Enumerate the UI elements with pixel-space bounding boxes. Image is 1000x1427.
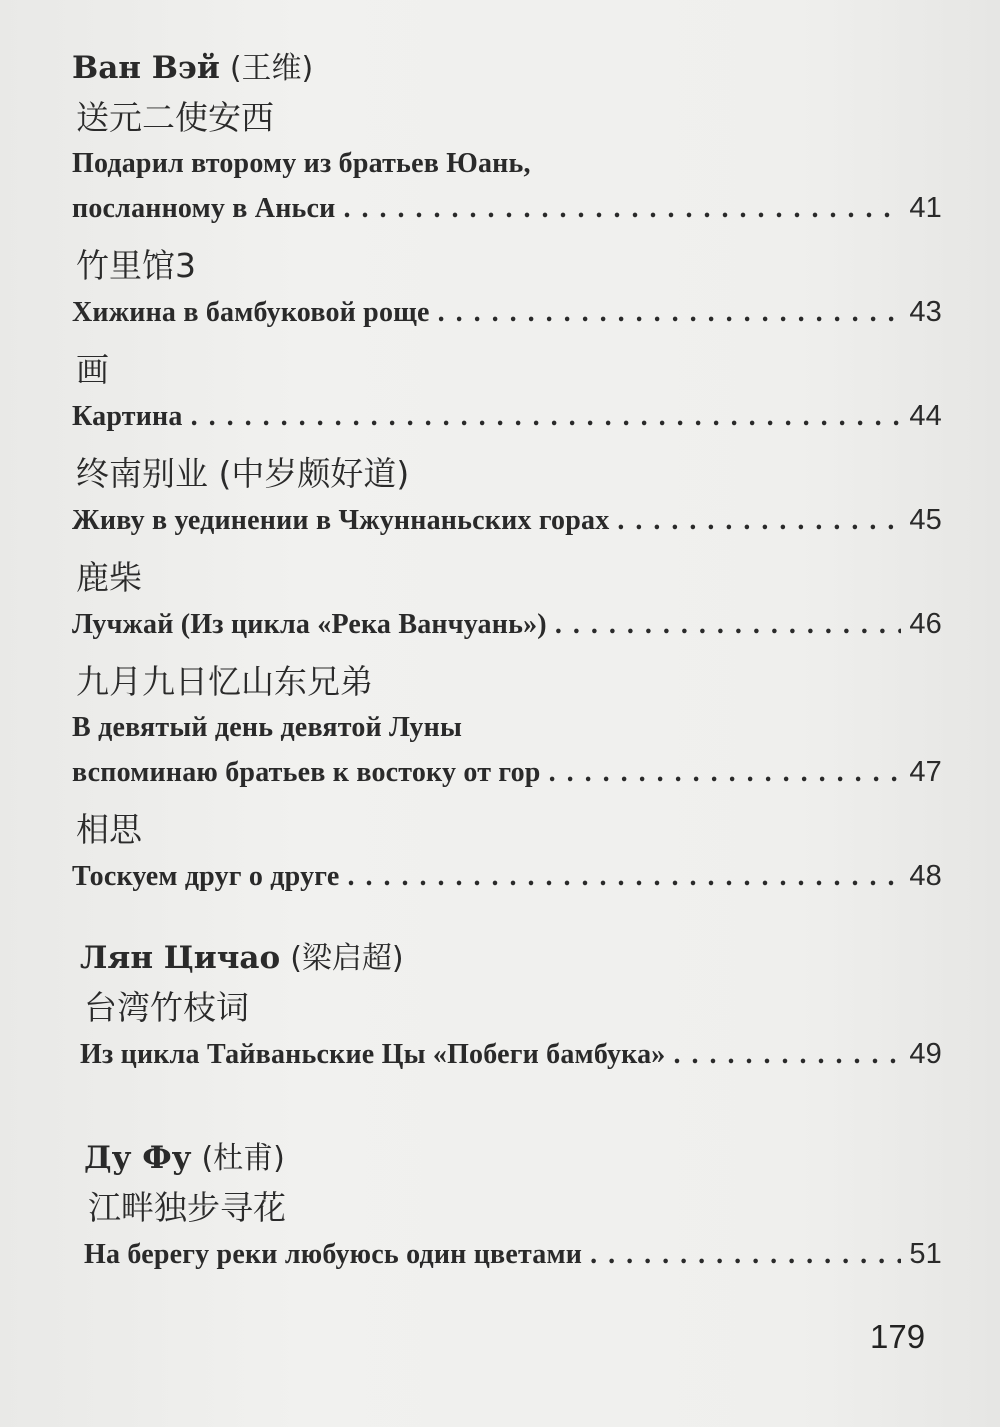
toc-entry — [84, 1184, 942, 1276]
dot-leader — [549, 751, 902, 795]
russian-title-line: Лучжай (Из цикла «Река Ванчуань») — [72, 609, 547, 640]
toc-line — [72, 394, 942, 438]
chinese-title: 竹里馆3 — [76, 246, 196, 285]
author-name-chinese: (杜甫) — [201, 1141, 285, 1176]
russian-title-line: В девятый день девятой Луны — [72, 712, 463, 743]
toc-line — [72, 498, 942, 542]
toc-line — [72, 854, 942, 898]
dot-leader — [438, 291, 902, 335]
dot-leader — [191, 395, 902, 439]
toc-entry — [72, 242, 942, 334]
author-section-du-fu — [84, 1132, 942, 1276]
author-section-liang-qichao — [80, 932, 942, 1076]
chinese-title: 相思 — [76, 810, 142, 849]
russian-title-line: вспоминаю братьев к востоку от гор — [72, 757, 541, 788]
toc-entry — [72, 450, 942, 542]
toc-line — [84, 1232, 942, 1276]
page-ref: 44 — [909, 400, 942, 432]
page-ref: 46 — [909, 608, 942, 640]
toc-entry — [72, 806, 942, 898]
page-ref: 51 — [909, 1238, 942, 1270]
dot-leader — [347, 855, 901, 899]
page-number: 179 — [870, 1318, 926, 1355]
page-ref: 48 — [909, 860, 942, 892]
russian-title-line: Тоскуем друг о друге — [72, 861, 340, 892]
toc-entry — [72, 554, 942, 646]
toc-line — [72, 750, 942, 794]
dot-leader — [617, 499, 901, 543]
dot-leader — [555, 603, 902, 647]
russian-title-line: Живу в уединении в Чжуннаньских горах — [72, 505, 610, 536]
toc-entry — [72, 94, 942, 230]
russian-title-line: Хижина в бамбуковой роще — [72, 297, 430, 328]
russian-title-line: посланному в Аньси — [72, 193, 336, 224]
chinese-title: 江畔独步寻花 — [88, 1188, 286, 1227]
chinese-title: 画 — [76, 350, 109, 389]
chinese-title: 送元二使安西 — [76, 98, 274, 137]
author-heading — [72, 42, 942, 94]
chinese-title: 鹿柴 — [76, 558, 142, 597]
russian-title-line: Из цикла Тайваньские Цы «Побеги бамбука» — [80, 1039, 666, 1070]
page-ref: 41 — [909, 192, 942, 224]
toc-entry — [72, 658, 942, 794]
chinese-title: 台湾竹枝词 — [84, 988, 249, 1027]
russian-title-line: Картина — [72, 401, 183, 432]
page-ref: 43 — [909, 296, 942, 328]
toc-line — [72, 186, 942, 230]
author-name: Ду Фу — [84, 1140, 192, 1176]
toc-entry — [80, 984, 942, 1076]
russian-title-line: Подарил второму из братьев Юань, — [72, 148, 531, 179]
author-heading — [80, 932, 942, 984]
author-name-chinese: (王维) — [229, 51, 314, 86]
russian-title-line: На берегу реки любуюсь один цветами — [84, 1239, 583, 1270]
chinese-title: 九月九日忆山东兄弟 — [76, 662, 373, 701]
toc-line — [80, 1032, 942, 1076]
toc-line — [72, 290, 942, 334]
toc-line — [72, 602, 942, 646]
page-ref: 49 — [909, 1038, 942, 1070]
page-ref: 45 — [909, 504, 942, 536]
author-section-wang-wei — [72, 42, 942, 898]
dot-leader — [344, 187, 902, 231]
dot-leader — [590, 1233, 901, 1277]
dot-leader — [673, 1033, 901, 1077]
author-heading — [84, 1132, 942, 1184]
author-name: Ван Вэй — [72, 50, 220, 86]
page-ref: 47 — [909, 756, 942, 788]
toc-entry — [72, 346, 942, 438]
author-name: Лян Цичао — [80, 940, 281, 976]
chinese-title: 终南别业 (中岁颇好道) — [76, 454, 410, 493]
author-name-chinese: (梁启超) — [290, 941, 404, 976]
